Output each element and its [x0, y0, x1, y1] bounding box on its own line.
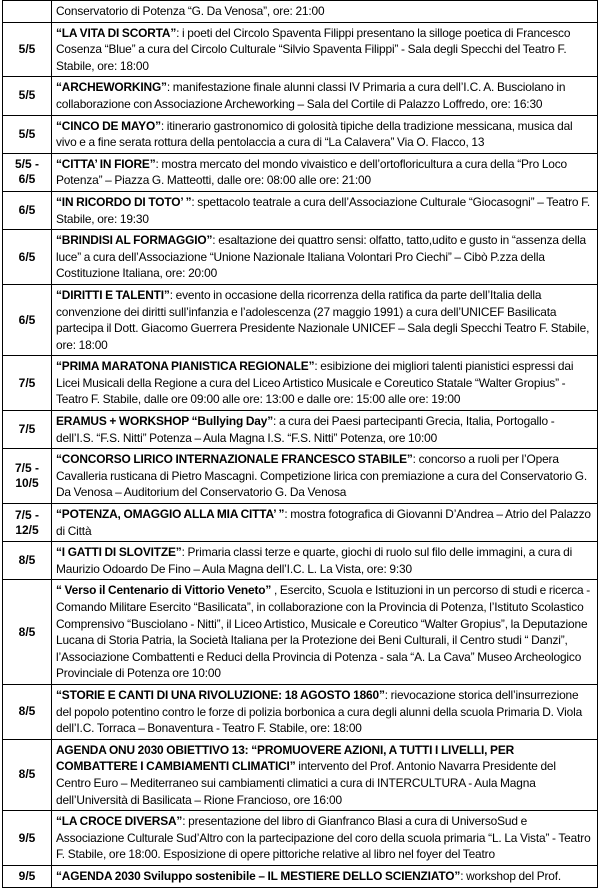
- event-description-cell: [52, 580, 598, 685]
- event-title: “LA VITA DI SCORTA”: [56, 25, 177, 40]
- event-description-cell: [52, 356, 598, 411]
- event-details: : esibizione dei migliori talenti pianistici espressi dai Licei Musicali della Regione a cura del Liceo Artistico Musicale e Coreutico Statale “Walter Gropius” - Teatro F. Stabile, dalle ore 09:00 alle ore: 13:00 e dalle ore: 15:00 alle ore: 19:00: [56, 359, 574, 407]
- event-description-cell: [52, 449, 598, 504]
- event-date-cell: [3, 1, 52, 23]
- event-date: 6/5: [18, 249, 36, 264]
- event-title: AGENDA ONU 2030 OBIETTIVO 13: “PROMUOVERE AZIONI, A TUTTI I LIVELLI, PER COMBATTERE I CAMBIAMENTI CLIMATICI”: [56, 742, 515, 774]
- event-date-cell: [3, 684, 52, 739]
- event-description-cell: [52, 1, 598, 23]
- event-details: : Primaria classi terze e quarte, giochi di ruolo sul filo delle immagini, a cura di Maurizio Odoardo De Fino – Aula Magna dell’I.C. L. La Vista, ore: 9:30: [56, 545, 573, 576]
- event-date: 10/5: [15, 476, 39, 491]
- event-title: “ARCHEWORKING”: [56, 80, 167, 95]
- event-date: 7/5 -: [14, 461, 39, 476]
- event-date: 8/5: [18, 553, 36, 568]
- event-date: 6/5: [18, 203, 36, 218]
- event-details: : itinerario gastronomico di golosità tipiche della tradizione messicana, musica dal vivo e a fine serata rottura della pentolaccia a cura di “La Calavera” Via O. Flacco, 13: [56, 118, 573, 150]
- event-row: [3, 153, 598, 191]
- event-title: “ Verso il Centenario di Vittorio Veneto”: [56, 583, 272, 598]
- event-date-cell: [3, 449, 52, 504]
- event-row: [3, 580, 598, 685]
- event-row: [3, 284, 598, 355]
- event-rows: [3, 1, 598, 888]
- event-date-cell: [3, 504, 52, 542]
- event-row: [3, 115, 598, 153]
- event-description-cell: [52, 115, 598, 153]
- event-row: [3, 739, 598, 810]
- event-details: : mostra mercato del mondo vivaistico e dell’ortofloricultura a cura della “Pro Loco Potenza” – Piazza G. Matteotti, dalle ore: 08:00 alle ore: 21:00: [56, 156, 568, 188]
- event-date-cell: [3, 811, 52, 866]
- event-description-cell: [52, 22, 598, 77]
- event-title: “I GATTI DI SLOVITZE”: [56, 545, 182, 560]
- event-details: , Esercito, Scuola e Istituzioni in un percorso di studi e ricerca - Comando Militare Esercito “Basilicata”, in collaborazione con la Provincia di Potenza, l’Istituto Scolastico Comprensivo “Busciolano - Nitti”, il Liceo Artistico, Musicale e Coreutico “Walter Gropius”, la Deputazione Lucana di Storia Patria, la Società Italiana per la Protezione dei Beni Culturali, il Centro studi “ Danzi”, l’Associazione Combattenti e Reduci della Provincia di Potenza - sala “A. La Cava” Museo Archeologico Provinciale di Potenza ore 10:00: [56, 583, 591, 681]
- event-title: “CINCO DE MAYO”: [56, 118, 161, 133]
- event-details: : mostra fotografica di Giovanni D’Andrea – Atrio del Palazzo di Città: [56, 507, 591, 538]
- event-date: 5/5: [18, 88, 36, 103]
- event-title: “AGENDA 2030 Sviluppo sostenibile – IL MESTIERE DELLO SCIENZIATO”: [56, 868, 461, 883]
- event-date-cell: [3, 739, 52, 810]
- event-date: 5/5 -: [14, 157, 39, 172]
- event-description-cell: [52, 230, 598, 285]
- event-date: 9/5: [18, 868, 36, 883]
- event-description-cell: [52, 411, 598, 449]
- event-details: intervento del Prof. Antonio Navarra Presidente del Centro Euro – Mediterraneo sui cambiamenti climatici a cura di INTERCULTURA - Aula Magna dell’Università di Basilicata – Rione Francioso, ore 16:00: [56, 759, 556, 807]
- event-row: [3, 22, 598, 77]
- event-row: [3, 811, 598, 866]
- event-details: : manifestazione finale alunni classi IV Primaria a cura dell’I.C. A. Busciolano in collaborazione con Associazione Archeworking – Sala del Cortile di Palazzo Loffredo, ore: 16:30: [56, 80, 566, 111]
- event-date: 5/5: [18, 126, 36, 141]
- event-row: [3, 356, 598, 411]
- event-description-cell: [52, 153, 598, 191]
- event-description-cell: [52, 811, 598, 866]
- event-description-cell: [52, 191, 598, 229]
- event-date: 12/5: [15, 522, 39, 537]
- event-details: Conservatorio di Potenza “G. Da Venosa”, ore: 21:00: [56, 4, 325, 18]
- event-description-cell: [52, 542, 598, 580]
- event-date-cell: [3, 356, 52, 411]
- event-date: 7/5: [18, 422, 36, 437]
- event-date: 6/5: [18, 312, 36, 327]
- event-row: [3, 411, 598, 449]
- event-row: [3, 230, 598, 285]
- event-title: “LA CROCE DIVERSA”: [56, 814, 183, 829]
- event-row: [3, 542, 598, 580]
- event-date: 8/5: [18, 767, 36, 782]
- event-date-cell: [3, 542, 52, 580]
- event-details: : evento in occasione della ricorrenza della ratifica da parte dell’Italia della convenzione dei diritti sull’infanzia e l’adolescenza (27 maggio 1991) a cura dell’UNICEF Basilicata partecipa il Dott. Giacomo Guerrera Presidente Nazionale UNICEF – Sala degli Specchi Teatro F. Stabile, ore: 18:00: [56, 287, 590, 352]
- event-row: [3, 684, 598, 739]
- event-row: [3, 1, 598, 23]
- event-title: “POTENZA, OMAGGIO ALLA MIA CITTA’ ”: [56, 507, 285, 522]
- event-title: “BRINDISI AL FORMAGGIO”: [56, 233, 213, 248]
- event-title: “CONCORSO LIRICO INTERNAZIONALE FRANCESCO STABILE”: [56, 452, 413, 467]
- event-date: 5/5: [18, 41, 36, 56]
- event-description-cell: [52, 77, 598, 115]
- event-row: [3, 504, 598, 542]
- event-title: “DIRITTI E TALENTI”: [56, 287, 170, 302]
- event-title: “PRIMA MARATONA PIANISTICA REGIONALE”: [56, 359, 315, 374]
- event-date: 8/5: [18, 704, 36, 719]
- event-details: : spettacolo teatrale a cura dell’Associazione Culturale “Giocasogni” – Teatro F. Stabile, ore: 19:30: [56, 194, 591, 226]
- event-date: 7/5 -: [14, 507, 39, 522]
- event-date: 7/5: [18, 375, 36, 390]
- event-description-cell: [52, 739, 598, 810]
- event-details: : esaltazione dei quattro sensi: olfatto, tatto,udito e gusto in “assenza della luce” a cura dell’Associazione “Unione Nazionale Italiana Volontari Pro Ciechi” – Cibò P.zza della Costituzione Italiana, ore: 20:00: [56, 233, 587, 281]
- event-date-cell: [3, 77, 52, 115]
- event-details: : rievocazione storica dell’insurrezione del popolo potentino contro le forze di polizia borbonica a cura degli alunni della scuola Primaria D. Viola dell’I.C. Torraca – Bonaventura - Teatro F. Stabile, ore: 18:00: [56, 687, 583, 736]
- event-date-cell: [3, 580, 52, 685]
- event-row: [3, 191, 598, 229]
- event-row: [3, 449, 598, 504]
- event-details: : presentazione del libro di Gianfranco Blasi a cura di UniversoSud e Associazione Culturale Sud’Altro con la partecipazione del coro della scuola primaria “L. La Vista” - Teatro F. Stabile, ore 18:00. Esposizione di opere pittoriche relative al libro nel foyer del Teatro: [56, 814, 591, 862]
- event-date-cell: [3, 115, 52, 153]
- event-row: [3, 77, 598, 115]
- event-description-cell: [52, 504, 598, 542]
- event-details: : i poeti del Circolo Spaventa Filippi presentano la silloge poetica di Francesco Cosenza “Blue” a cura del Circolo Culturale “Silvio Spaventa Filippi” - Sala degli Specchi del Teatro F. Stabile, ore: 18:00: [56, 25, 571, 73]
- event-description-cell: [52, 284, 598, 355]
- event-date-cell: [3, 22, 52, 77]
- event-date: 6/5: [18, 172, 36, 187]
- event-title: “STORIE E CANTI DI UNA RIVOLUZIONE: 18 AGOSTO 1860”: [56, 687, 385, 702]
- event-details: : a cura dei Paesi partecipanti Grecia, Italia, Portogallo - dell’I.S. “F.S. Nitti” Potenza – Aula Magna I.S. “F.S. Nitti” Potenza, ore 10:00: [56, 414, 555, 445]
- event-title: “CITTA’ IN FIORE”: [56, 156, 156, 171]
- event-schedule-document: [2, 0, 598, 888]
- event-date-cell: [3, 153, 52, 191]
- event-details: : workshop del Prof.: [460, 868, 562, 883]
- event-date-cell: [3, 191, 52, 229]
- event-title: ERAMUS + WORKSHOP “Bullying Day”: [56, 414, 274, 429]
- event-date: 9/5: [18, 830, 36, 845]
- event-description-cell: [52, 684, 598, 739]
- event-date-cell: [3, 411, 52, 449]
- event-date-cell: [3, 284, 52, 355]
- event-schedule-table: [2, 0, 598, 888]
- event-title: “IN RICORDO DI TOTO’ ”: [56, 194, 192, 209]
- event-date: 8/5: [18, 624, 36, 639]
- event-date-cell: [3, 230, 52, 285]
- event-details: : concorso a ruoli per l’Opera Cavalleria rusticana di Pietro Mascagni. Competizione lirica con premiazione a cura del Conservatorio G. Da Venosa – Auditorium del Conservatorio G. Da Venosa: [56, 452, 588, 500]
